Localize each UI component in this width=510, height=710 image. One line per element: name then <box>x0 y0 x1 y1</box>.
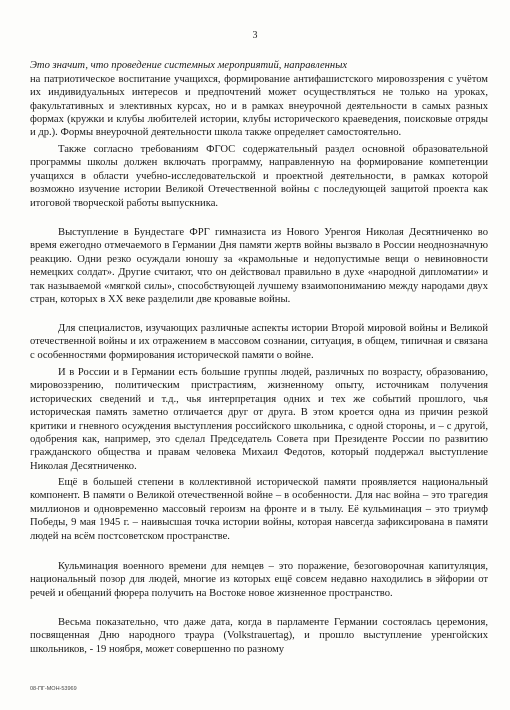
paragraph-2: Также согласно требованиям ФГОС содержательный раздел основной образовательной программы школы должен включать программу, направленную на формирование компетенции учащихся в области учебно-исследовательской и проектной деятельности, в рамках которой возможно изучение истории Великой Отечественной войны с последующей защитой проекта как итоговой творческой работы выпускника. <box>30 144 488 209</box>
paragraph-6: Ещё в большей степени в коллективной исторической памяти проявляется национальный компонент. В памяти о Великой отечественной войне – в особенности. Для нас война – это трагедия миллионов и одновременно массовый героизм на фронте и в тылу. Её кульминация – это триумф Победы, 9 мая 1945 г. – наивысшая точка истории войны, которая навсегда зафиксирована в памяти людей на всём постсоветском пространстве. <box>30 477 488 542</box>
paragraph-1-rest: на патриотическое воспитание учащихся, формирование антифашистского мировоззрения с учётом их индивидуальных интересов и предпочтений может осуществляться не только на уроках, факультативных и элективных курсах, но и в рамках внеурочной деятельности в самых разных формах (кружки и клубы любителей истории, клубы исторического краеведения, поисковые отряды и др.). Формы внеурочной деятельности школа также определяет самостоятельно. <box>30 73 488 139</box>
paragraph-8: Весьма показательно, что даже дата, когда в парламенте Германии состоялась церемония, посвященная Дню народного траура (Volkstrauertag), и прошло выступление уренгойских школьников, - 19 ноября, может совершенно по разному <box>30 617 488 655</box>
paragraph-3: Выступление в Бундестаге ФРГ гимназиста из Нового Уренгоя Николая Десятниченко во время ежегодно отмечаемого в Германии Дня памяти жертв войны вызвало в России неоднозначную реакцию. Одни резко осуждали юношу за «крамольные и недопустимые вещи о невиновности немецких солдат». Другие считают, что он действовал правильно в духе «народной дипломатии» и так называемой «мягкой силы», способствующей лучшему взаимопониманию между народами двух стран, которых в XX веке разделили две кровавые войны. <box>30 227 488 306</box>
page-number: 3 <box>252 30 258 41</box>
document-code: 08-ПГ-МОН-53969 <box>30 686 77 692</box>
paragraph-1-italic-start: Это значит, что проведение системных мероприятий, направленных <box>30 60 348 72</box>
paragraph-7: Кульминация военного времени для немцев – это поражение, безоговорочная капитуляция, национальный позор для людей, многие из которых ещё совсем недавно находились в эйфории от речей и обещаний фюрера получить на Востоке новое жизненное пространство. <box>30 561 488 599</box>
paragraph-4: Для специалистов, изучающих различные аспекты истории Второй мировой войны и Великой отечественной войны и их отражением в массовом сознании, ситуация, в общем, типичная и связана с особенностями формирования исторической памяти о войне. <box>30 323 488 361</box>
paragraph-5: И в России и в Германии есть большие группы людей, различных по возрасту, образованию, мировоззрению, политическим пристрастиям, жизненному опыту, источникам получения исторических сведений и т.д., чья интерпретация одних и тех же событий прошлого, чья историческая память заметно отличается друг от друга. В этом кроется одна из причин резкой критики и гневного осуждения выступления российского школьника, с одной стороны, и – с другой, одобрения как, например, это сделал Председатель Совета при Президенте России по развитию гражданского общества и правам человека Михаил Федотов, который поддержал выступление Николая Десятниченко. <box>30 367 488 472</box>
paragraph-1 <box>30 46 488 140</box>
